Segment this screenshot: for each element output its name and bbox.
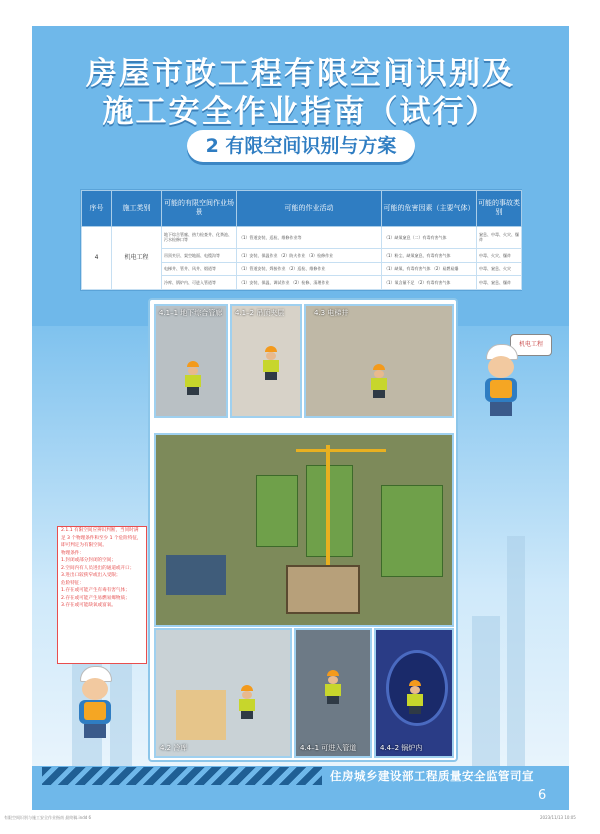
crane-jib [296, 449, 386, 452]
hazard-stripes [42, 767, 322, 785]
panel-elevator-shaft [304, 304, 454, 418]
title-line-2: 施工安全作业指南（试行） [102, 94, 499, 130]
note-line: 2.空间内有人员进出的通道或开口； [61, 565, 135, 571]
worker-figure [324, 670, 342, 704]
header-cell: 可能的有限空间作业场景 [162, 191, 237, 227]
worker-figure [184, 361, 202, 395]
worker-figure [238, 685, 256, 719]
panel-pipeline [294, 628, 372, 758]
table-row [82, 226, 522, 248]
worker-figure [262, 346, 280, 380]
excavation-pit [286, 565, 360, 614]
mascot-worker-left [74, 666, 118, 742]
note-line: 3.存在或可能缺氧或富氧。 [61, 603, 116, 608]
seq-cell: 4 [82, 226, 112, 289]
crane [326, 445, 330, 565]
table-header-row [82, 191, 522, 227]
accident-cell: 中毒、窒息、爆炸 [477, 276, 522, 290]
panel-label: 4.2 冷库 [160, 744, 188, 752]
accident-cell: 中毒、火灾、爆炸 [477, 249, 522, 263]
note-line: 即可判定为有限空间。 [61, 543, 107, 548]
note-line: 物理条件： [61, 550, 84, 556]
activity-cell: （1）安装、保温、调试作业 （2）检修、清理作业 [237, 276, 382, 290]
header-cell: 序号 [82, 191, 112, 227]
construction-site-illustration [154, 433, 454, 627]
illustration-frame [148, 298, 458, 762]
background-tower [507, 536, 525, 766]
scene-cell: 冷库、锅炉内、可进入管道等 [162, 276, 237, 290]
panel-label: 4.1–1 地下综合管廊 [159, 309, 223, 317]
panel-utility-tunnel [154, 304, 228, 418]
hazard-table [80, 189, 522, 291]
speech-bubble: 机电工程 [510, 334, 552, 356]
worker-figure [370, 364, 388, 398]
header-cell: 可能的危害因素（主要气体） [382, 191, 477, 227]
print-slug-left: 有限空间识别与施工安全作业指南 最终稿.indd 6 [4, 815, 92, 820]
building [256, 475, 298, 547]
identification-notes [57, 526, 147, 664]
hazard-cell: （1）缺氧窒息（二）有毒有害气体 [382, 226, 477, 248]
note-line: 3.进出口较狭窄或出入受限； [61, 573, 121, 578]
hazard-cell: （1）粉尘、缺氧窒息、有毒有害气体 [382, 249, 477, 263]
print-slug-right: 2023/11/13 10:05 [540, 815, 576, 820]
note-line: 2.存在或可能产生易燃易爆物质； [61, 595, 130, 601]
worker-figure [406, 680, 424, 714]
panel-cold-storage [154, 628, 292, 758]
scene-cell: 地下综合管廊、热力检查井、化粪池、污水检修口等 [162, 226, 237, 248]
scene-cell: 吊顶夹层、架空地面、电缆沟等 [162, 249, 237, 263]
panel-label: 4.4–2 锅炉内 [380, 744, 423, 752]
header-cell: 可能的作业活动 [237, 191, 382, 227]
scene-cell: 电梯井、管井、风井、烟道等 [162, 262, 237, 276]
note-line: 1.存在或可能产生有毒有害气体； [61, 588, 130, 593]
site-office [166, 555, 226, 595]
accident-cell: 窒息、中毒、火灾、爆炸 [477, 226, 522, 248]
panel-label: 4.4–1 可进入管道 [300, 744, 357, 752]
activity-cell: （1）管道安装、焊接作业 （2）巡检、维修作业 [237, 262, 382, 276]
building [381, 485, 443, 577]
background-tower [472, 616, 500, 766]
note-line: 危险特征： [61, 580, 84, 586]
publisher: 住房城乡建设部工程质量安全监管司宣 [330, 769, 534, 783]
hazard-cell: （1）氧含量不足 （2）有毒有害气体 [382, 276, 477, 290]
page-number: 6 [538, 788, 547, 803]
hazard-cell: （1）缺氧、有毒有害气体 （2）易燃易爆 [382, 262, 477, 276]
header-cell: 施工类别 [112, 191, 162, 227]
note-line: 1.封闭或部分封闭的空间； [61, 558, 116, 563]
panel-ceiling-interlayer [230, 304, 302, 418]
cargo-stack [176, 690, 226, 740]
panel-boiler [374, 628, 454, 758]
title-line-1: 房屋市政工程有限空间识别及 [86, 56, 515, 92]
category-cell: 机电工程 [112, 226, 162, 289]
mascot-worker-right [480, 344, 524, 420]
header-cell: 可能的事故类别 [477, 191, 522, 227]
section-title: 2 有限空间识别与方案 [187, 130, 415, 162]
accident-cell: 中毒、窒息、火灾 [477, 262, 522, 276]
activity-cell: （1）管道安装、巡检、维修作业等 [237, 226, 382, 248]
poster [32, 26, 569, 810]
panel-label: 4.3 电梯井 [314, 309, 349, 317]
activity-cell: （1）安装、保温作业 （2）防火作业 （3）检修作业 [237, 249, 382, 263]
note-line: 2.1.1 有限空间应辨识判断，当同时满足 3 个物理条件和至少 1 个危险特征， [61, 528, 142, 541]
panel-label: 4.1–2 吊顶夹层 [235, 309, 285, 317]
